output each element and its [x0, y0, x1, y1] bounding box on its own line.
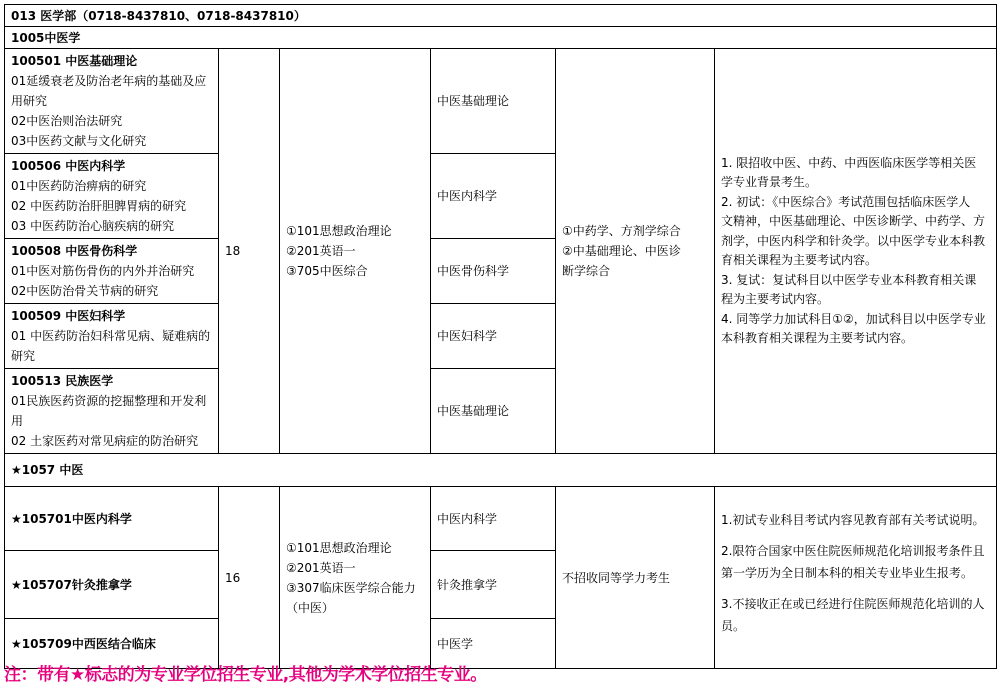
research-direction: 研究 [11, 349, 36, 363]
major-title: 100508 中医骨伤科学 [11, 244, 138, 258]
exam-subject: ①101思想政治理论 [286, 540, 392, 555]
exam-subject: ②201英语一 [286, 560, 356, 575]
major-cell [5, 369, 219, 454]
major-title: ★105707针灸推拿学 [5, 551, 219, 619]
footnote: 注：带有★标志的为专业学位招生专业,其他为学术学位招生专业。 [4, 665, 487, 685]
research-direction: 01 中医药防治妇科常见病、疑难病的 [11, 329, 211, 343]
research-direction: 01民族医药资源的挖掘整理和开发利 [11, 394, 207, 408]
section-header: ★1057 中医 [5, 454, 997, 487]
remark-line: 本科教育相关课程为主要考试内容。 [721, 331, 914, 345]
remark-line: 3. 复试：复试科目以中医学专业本科教育相关课 [721, 272, 977, 287]
dept-header: 013 医学部（0718-8437810、0718-8437810） [5, 5, 997, 27]
research-direction: 01中医对筋伤骨伤的内外并治研究 [11, 264, 195, 278]
exam-subject: ③705中医综合 [286, 264, 368, 278]
major-title: 100513 民族医学 [11, 374, 114, 388]
retest-subject: 中医内科学 [431, 487, 556, 551]
exam-subjects [280, 49, 431, 454]
retest-subject: 中医内科学 [431, 154, 556, 239]
remark-line: 2.限符合国家中医住院医师规范化培训报考条件且第一学历为全日制本科的相关专业毕业生报考。 [721, 544, 985, 580]
retest-line: ①中药学、方剂学综合 [562, 224, 681, 238]
retest-line: ②中基础理论、中医诊 [562, 244, 681, 258]
remark-line: 2. 初试：《中医综合》考试范围包括临床医学人 [721, 194, 971, 209]
major-cell [5, 154, 219, 239]
major-cell [5, 239, 219, 304]
exam-subject: ③307临床医学综合能力 [286, 580, 416, 595]
exam-subjects [280, 487, 431, 669]
retest-line: 断学综合 [562, 264, 611, 278]
exam-subject: ①101思想政治理论 [286, 224, 392, 238]
retest-additional: 不招收同等学力考生 [556, 487, 715, 669]
research-direction: 02 中医药防治肝胆脾胃病的研究 [11, 199, 187, 213]
exam-subject: （中医） [286, 600, 335, 615]
retest-additional [556, 49, 715, 454]
remark-line: 育相关课程为主要考试内容。 [721, 253, 878, 267]
research-direction: 03中医药文献与文化研究 [11, 134, 147, 148]
retest-subject: 中医基础理论 [431, 369, 556, 454]
research-direction: 用研究 [11, 94, 48, 108]
major-title: ★105701中医内科学 [5, 487, 219, 551]
remarks [715, 487, 997, 669]
major-title: 100509 中医妇科学 [11, 309, 126, 323]
major-cell [5, 49, 219, 154]
major-title: 100506 中医内科学 [11, 159, 126, 173]
research-direction: 02中医防治骨关节病的研究 [11, 284, 159, 298]
major-cell [5, 304, 219, 369]
remark-line: 1. 限招收中医、中药、中西医临床医学等相关医 [721, 155, 977, 170]
research-direction: 01中医药防治痹病的研究 [11, 179, 147, 193]
research-direction: 02 土家医药对常见病症的防治研究 [11, 434, 199, 448]
retest-subject: 中医骨伤科学 [431, 239, 556, 304]
remarks [715, 49, 997, 454]
remark-line: 程为主要考试内容。 [721, 292, 830, 306]
research-direction: 用 [11, 414, 24, 428]
retest-subject: 针灸推拿学 [431, 551, 556, 619]
remark-line: 1.初试专业科目考试内容见教育部有关考试说明。 [721, 513, 985, 527]
retest-subject: 中医基础理论 [431, 49, 556, 154]
remark-line: 文精神，中医基础理论、中医诊断学、中药学、方 [721, 214, 986, 228]
section-header: 1005中医学 [5, 27, 997, 49]
remark-line: 学专业背景考生。 [721, 175, 818, 189]
remark-line: 4. 同等学力加试科目①②，加试科目以中医学专业 [721, 311, 986, 326]
retest-subject: 中医学 [431, 619, 556, 669]
major-title: 100501 中医基础理论 [11, 54, 138, 68]
remark-line: 剂学，中医内科学和针灸学。以中医学专业本科教 [721, 233, 986, 248]
exam-subject: ②201英语一 [286, 244, 356, 258]
retest-subject: 中医妇科学 [431, 304, 556, 369]
research-direction: 01延缓衰老及防治老年病的基础及应 [11, 74, 207, 88]
admissions-table [4, 4, 997, 669]
enrollment-count: 18 [219, 49, 280, 454]
enrollment-count: 16 [219, 487, 280, 669]
research-direction: 02中医治则治法研究 [11, 114, 123, 128]
research-direction: 03 中医药防治心脑疾病的研究 [11, 219, 175, 233]
remark-line: 3.不接收正在或已经进行住院医师规范化培训的人员。 [721, 597, 985, 633]
major-title: ★105709中西医结合临床 [5, 619, 219, 669]
